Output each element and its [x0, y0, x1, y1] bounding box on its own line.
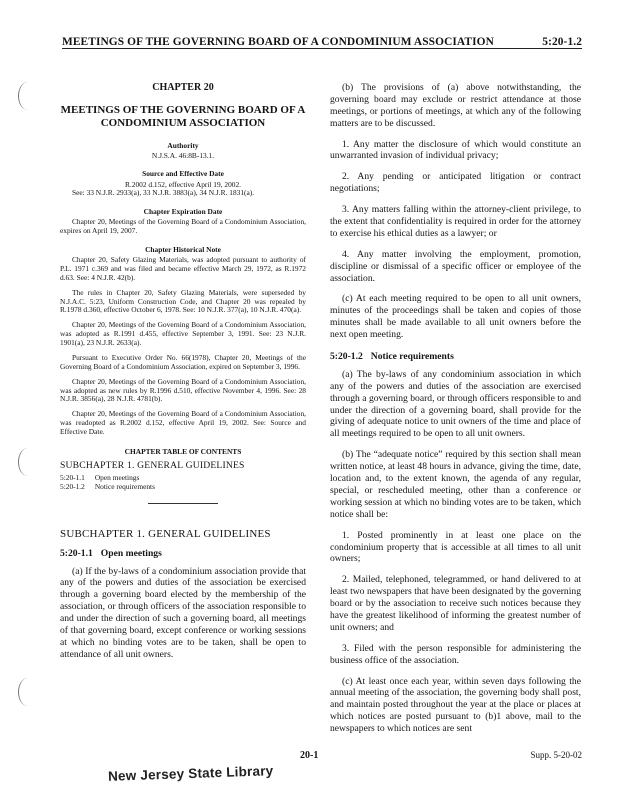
list-item: 2. Mailed, telephoned, telegrammed, or hand delivered to at least two newspapers that have been designated by the governing board or by the association to receive such notices because they have the greatest likelihood of informing the greatest number of unit owners; and — [330, 574, 581, 633]
section-paragraph-a: (a) The by-laws of any condominium association in which any of the powers and duties of the association are exercised through a governing board, or through officers responsible to and under the direction of a governing board, shall provide for the giving of adequate notice to unit owners of the time and place of all meetings required to be open to all unit owners. — [330, 368, 581, 440]
supplement-date: Supp. 5-20-02 — [530, 750, 582, 760]
expiration-text: Chapter 20, Meetings of the Governing Board of a Condominium Association, expires on April 19, 2007. — [60, 217, 306, 236]
list-item: 2. Any pending or anticipated litigation or contract negotiations; — [330, 171, 581, 195]
section-heading-5-20-1-1 — [60, 548, 306, 560]
list-item: 1. Any matter the disclosure of which would constitute an unwarranted invasion of individual privacy; — [330, 138, 581, 162]
section-number: 5:20-1.1 — [60, 547, 93, 559]
source-heading: Source and Effective Date — [142, 169, 224, 179]
list-item: 4. Any matter involving the employment, promotion, discipline or dismissal of a specific officer or employee of the association. — [330, 248, 581, 284]
historical-note-paragraph: The rules in Chapter 20, Safety Glazing Materials, were superseded by N.J.A.C. 5:23, Uniform Construction Code, and Chapter 20 was repealed by R.1978 d.360, effective October 6, 1978. See: 10 N.J.R. 377(a), 10 N.J.R. 470(a). — [60, 287, 306, 315]
list-item: 1. Posted prominently in at least one place on the condominium property that is accessible at all times to all unit owners; — [330, 529, 581, 565]
list-item: 3. Filed with the person responsible for administering the business office of the association. — [330, 642, 581, 666]
toc-entry-title: Notice requirements — [94, 481, 155, 491]
expiration-heading: Chapter Expiration Date — [143, 207, 223, 217]
page-number: 20-1 — [300, 750, 319, 761]
toc-subchapter: SUBCHAPTER 1. GENERAL GUIDELINES — [60, 459, 245, 471]
right-column — [330, 82, 581, 744]
header-section: 5:20-1.2 — [542, 36, 582, 48]
left-column — [60, 82, 306, 667]
section-number: 5:20-1.2 — [330, 351, 363, 363]
source-line-1: R.2002 d.152, effective April 19, 2002. — [124, 179, 242, 189]
section-divider — [148, 503, 218, 504]
chapter-title: MEETINGS OF THE GOVERNING BOARD OF A CONDOMINIUM ASSOCIATION — [60, 104, 306, 130]
section-paragraph-a: (a) If the by-laws of a condominium association provide that any of the powers and duties of the association be exercised through a governing board elected by the membership of the association, or through officers of the association responsible to and under the direction of such a governing board, all meetings of that governing board, except conference or working sessions at which no binding votes are to be taken, shall be open to attendance of all unit owners. — [60, 565, 306, 660]
historical-note-paragraph: Chapter 20, Meetings of the Governing Board of a Condominium Association, was readopted as R.2002 d.152, effective April 19, 2002. See: Source and Effective Date. — [60, 409, 306, 437]
punch-hole-mark — [18, 678, 37, 706]
punch-hole-mark — [18, 448, 37, 476]
historical-note-paragraph: Chapter 20, Safety Glazing Materials, was adopted pursuant to authority of P.L. 1971 c.369 and was filed and became effective March 29, 1972, as R.1972 d.63. See: 4 N.J.R. 42(b). — [60, 255, 306, 282]
toc-entry-number: 5:20-1.1 — [60, 472, 85, 482]
section-paragraph-c: (c) At least once each year, within seven days following the annual meeting of the association, the governing body shall post, and maintain posted throughout the year at the place or places at which notices are posted pursuant to (b)1 above, mail to the newspapers to which notices are sent — [330, 675, 581, 735]
paragraph-c: (c) At each meeting required to be open to all unit owners, minutes of the proceedings shall be taken and copies of those minutes shall be made available to all unit owners before the next open meeting. — [330, 293, 581, 341]
library-stamp: New Jersey State Library — [107, 763, 274, 784]
running-header — [62, 30, 582, 49]
toc-heading: CHAPTER TABLE OF CONTENTS — [124, 446, 242, 456]
subchapter-heading: SUBCHAPTER 1. GENERAL GUIDELINES — [60, 528, 271, 541]
punch-hole-mark — [18, 82, 37, 110]
chapter-number: CHAPTER 20 — [152, 82, 214, 93]
historical-note-paragraph: Chapter 20, Meetings of the Governing Board of a Condominium Association, was adopted as new rules by R.1996 d.510, effective November 4, 1996. See: 28 N.J.R. 3856(a), 28 N.J.R. 4781(b). — [60, 376, 306, 404]
paragraph-b: (b) The provisions of (a) above notwithstanding, the governing board may exclude or restrict attendance at those meetings, or portions of meetings, at which any of the following matters are to be discussed. — [330, 82, 581, 129]
historical-note-paragraph: Chapter 20, Meetings of the Governing Board of a Condominium Association, was adopted as R.1991 d.455, effective September 3, 1991. See: 23 N.J.R. 1901(a), 23 N.J.R. 2633(a). — [60, 320, 306, 348]
authority-heading: Authority — [167, 140, 199, 150]
section-heading-5-20-1-2 — [330, 351, 581, 363]
toc-entry-title: Open meetings — [94, 472, 140, 482]
section-paragraph-b: (b) The “adequate notice” required by this section shall mean written notice, at least 48 hours in advance, giving the time, date, location and, to the extent known, the agenda of any regular, special, or rescheduled meeting, other than a conference or working session at which no binding votes are to be taken, which notice shall be: — [330, 449, 581, 520]
toc-entry-number: 5:20-1.2 — [60, 481, 85, 491]
list-item: 3. Any matters falling within the attorney-client privilege, to the extent that confidentiality is required in order for the attorney to exercise his ethical duties as a lawyer; or — [330, 204, 581, 239]
historical-note-heading: Chapter Historical Note — [145, 245, 221, 255]
toc-entry[interactable] — [60, 483, 306, 492]
historical-note-paragraph: Pursuant to Executive Order No. 66(1978), Chapter 20, Meetings of the Governing Board of a Condominium Association, expired on September 3, 1996. — [60, 352, 306, 371]
source-line-2: See: 33 N.J.R. 2933(a), 33 N.J.R. 3883(a), 34 N.J.R. 1831(a). — [72, 188, 255, 198]
authority-text: N.J.S.A. 46:8B-13.1. — [151, 150, 215, 160]
section-title: Notice requirements — [370, 351, 454, 363]
section-title: Open meetings — [100, 547, 162, 559]
toc-list — [60, 474, 306, 492]
header-title: MEETINGS OF THE GOVERNING BOARD OF A CONDOMINIUM ASSOCIATION — [62, 36, 494, 48]
